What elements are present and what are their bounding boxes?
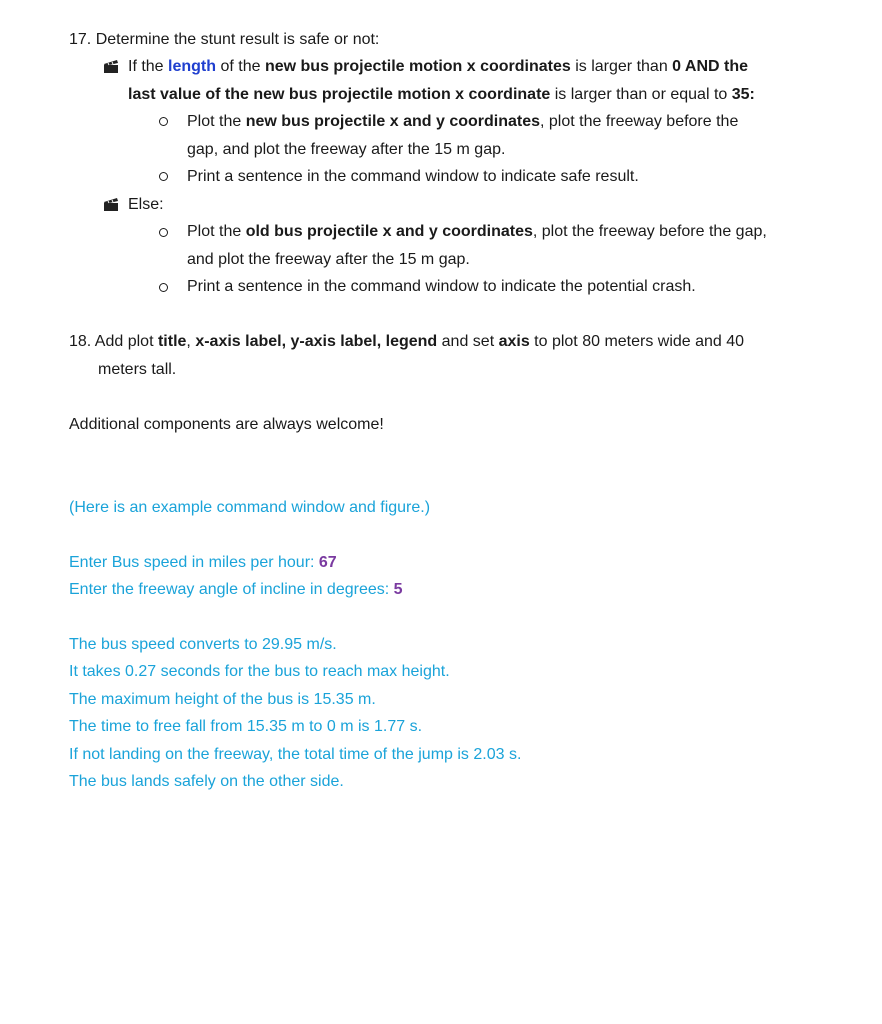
output-line: The maximum height of the bus is 15.35 m. bbox=[69, 691, 376, 708]
angle-input-line: Enter the freeway angle of incline in degrees: 5 bbox=[69, 581, 403, 598]
output-line: The time to free fall from 15.35 m to 0 m is 1.77 s. bbox=[69, 718, 423, 735]
output-line: If not landing on the freeway, the total time of the jump is 2.03 s. bbox=[69, 746, 522, 763]
circle-bullet-icon bbox=[159, 228, 168, 237]
if-sub-item-print: Print a sentence in the command window to indicate safe result. bbox=[187, 168, 639, 185]
circle-bullet-icon bbox=[159, 117, 168, 126]
speed-input-line: Enter Bus speed in miles per hour: 67 bbox=[69, 554, 337, 571]
length-keyword: length bbox=[168, 58, 217, 75]
output-line: The bus lands safely on the other side. bbox=[69, 773, 344, 790]
item-18-line-2: meters tall. bbox=[98, 361, 177, 378]
else-sub-item-print: Print a sentence in the command window to indicate the potential crash. bbox=[187, 278, 696, 295]
item-18-line-1: 18. Add plot title, x-axis label, y-axis label, legend and set axis to plot 80 meters wide and 40 bbox=[69, 333, 745, 350]
clapperboard-bullet-icon bbox=[103, 60, 119, 74]
if-sub-item-plot-line-2: gap, and plot the freeway after the 15 m gap. bbox=[187, 141, 506, 158]
example-note: (Here is an example command window and figure.) bbox=[69, 499, 431, 516]
circle-bullet-icon bbox=[159, 283, 168, 292]
else-label: Else: bbox=[128, 196, 164, 213]
output-line: The bus speed converts to 29.95 m/s. bbox=[69, 636, 337, 653]
angle-input-value: 5 bbox=[393, 581, 403, 598]
if-condition-line-2: last value of the new bus projectile motion x coordinate is larger than or equal to 35: bbox=[128, 86, 755, 103]
speed-input-value: 67 bbox=[318, 554, 337, 571]
additional-note: Additional components are always welcome! bbox=[69, 416, 384, 433]
else-sub-item-plot-line-1: Plot the old bus projectile x and y coordinates, plot the freeway before the gap, bbox=[187, 223, 767, 240]
output-line: It takes 0.27 seconds for the bus to reach max height. bbox=[69, 663, 450, 680]
item-17-heading: 17. Determine the stunt result is safe or not: bbox=[69, 31, 380, 48]
if-condition-line-1: If the length of the new bus projectile motion x coordinates is larger than 0 AND the bbox=[128, 58, 749, 75]
clapperboard-bullet-icon bbox=[103, 198, 119, 212]
if-sub-item-plot-line-1: Plot the new bus projectile x and y coordinates, plot the freeway before the bbox=[187, 113, 739, 130]
circle-bullet-icon bbox=[159, 172, 168, 181]
else-sub-item-plot-line-2: and plot the freeway after the 15 m gap. bbox=[187, 251, 470, 268]
